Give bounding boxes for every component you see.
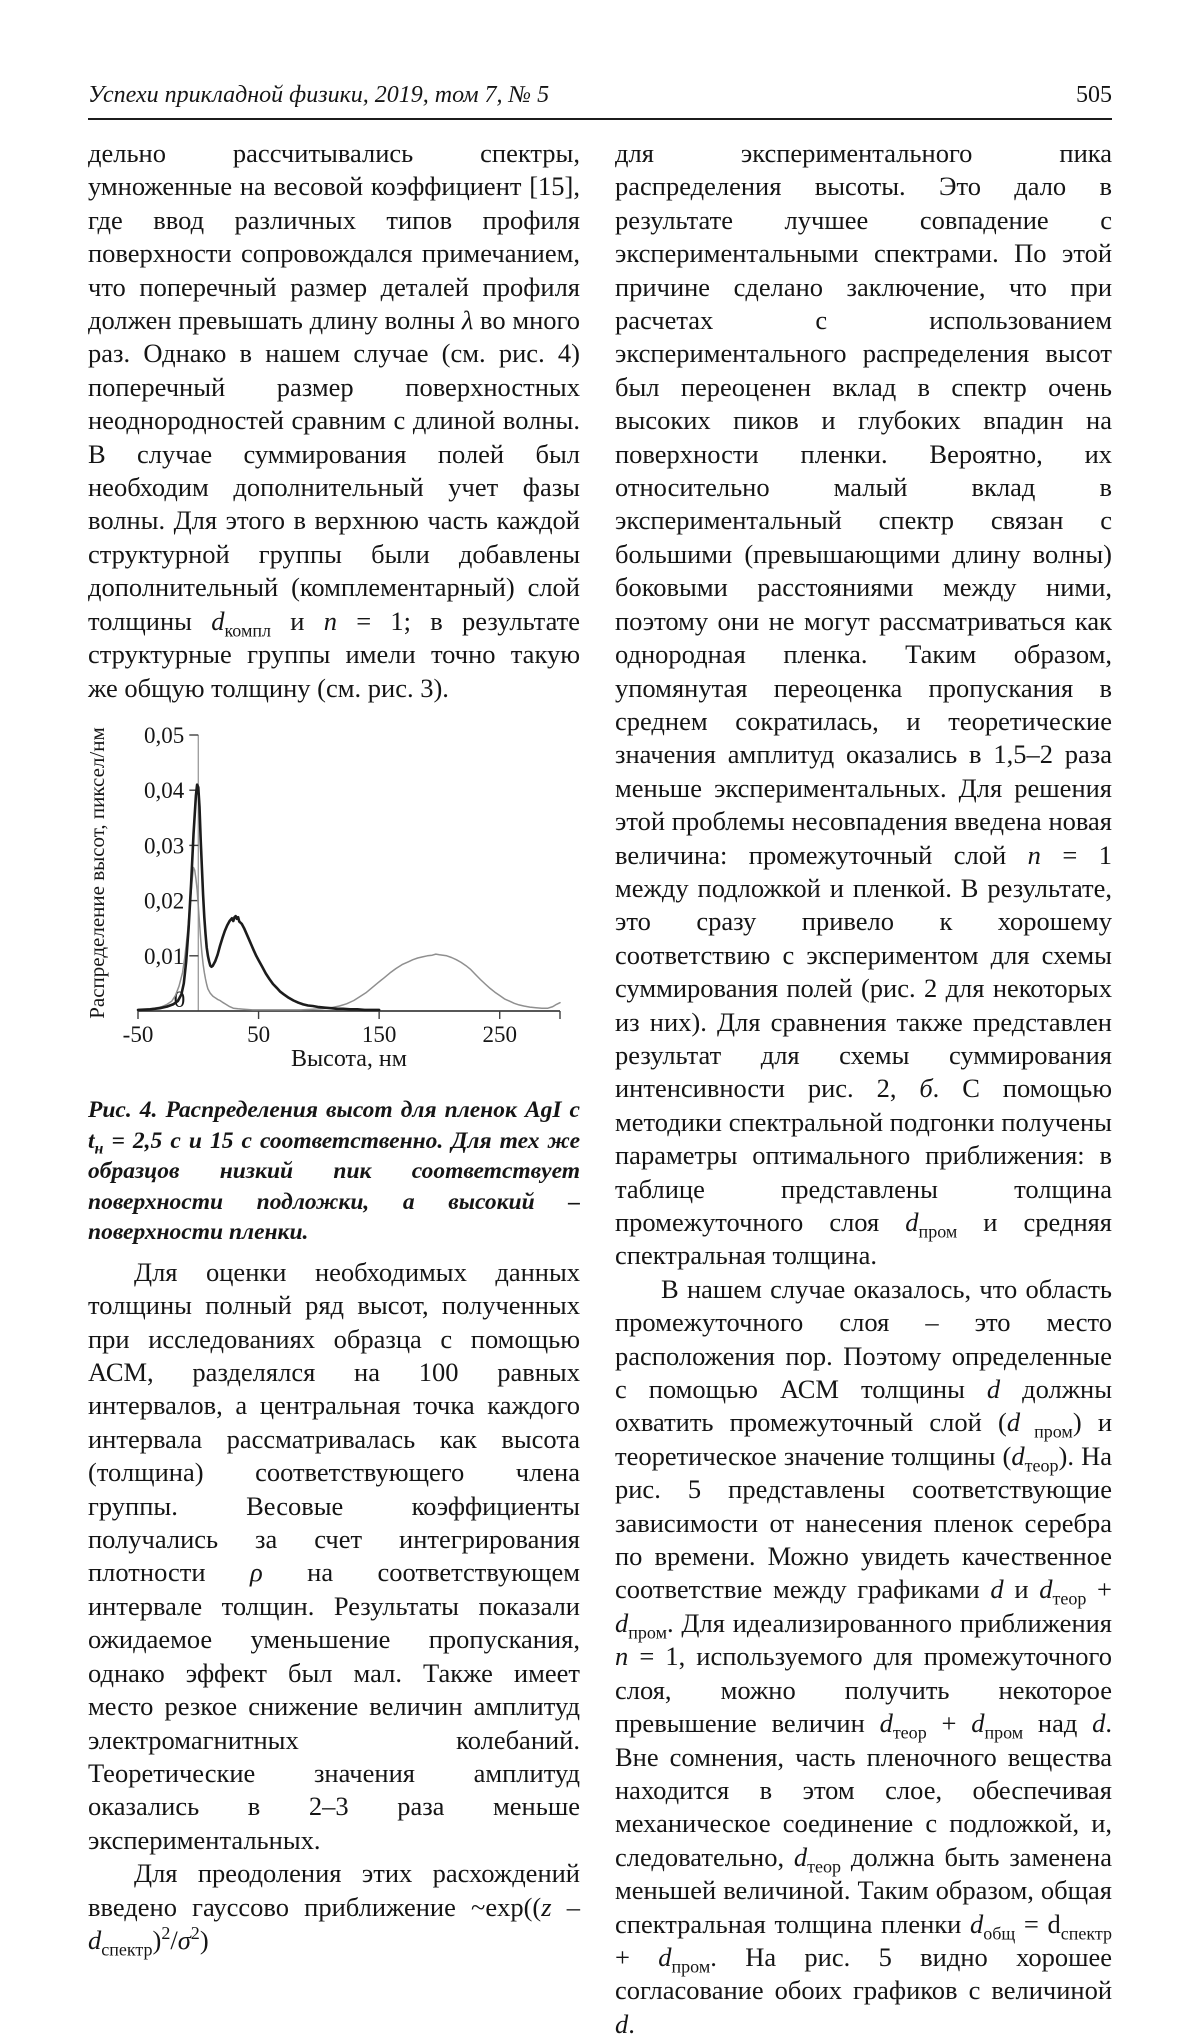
text-segment: . (628, 2008, 635, 2039)
two-column-body (85, 137, 1113, 2041)
text-segment: d (986, 1374, 1001, 1405)
text-segment: + (1086, 1574, 1112, 1605)
x-axis-label: Высота, нм (291, 1045, 407, 1072)
text-segment: d (615, 2008, 629, 2039)
text-segment: d (1006, 1407, 1021, 1438)
text-segment: d (1092, 1708, 1106, 1739)
text-segment: ) (199, 1924, 209, 1955)
x-tick-label: 50 (247, 1021, 271, 1047)
text-segment: н (94, 1140, 104, 1158)
text-segment: = d (1015, 1908, 1061, 1939)
figure-4 (85, 721, 580, 1248)
text-segment: ). На рис. 5 представлены соответствующие зависимости от нанесения пленок серебра по времени. Можно увидеть качественное соответствие между графиками (615, 1440, 1112, 1605)
text-segment: и средняя спектральная толщина. (615, 1207, 1113, 1271)
text-segment: теор (892, 1722, 927, 1743)
curve-0 (138, 867, 560, 1009)
text-segment: . Вне сомнения, часть пленочного вещества находится в этом слое, обеспечивая механическое соединение с подложкой, и, следовательно, (615, 1708, 1112, 1872)
left-column (85, 137, 580, 2041)
figure-caption (88, 1095, 580, 1248)
text-segment: d (1011, 1440, 1025, 1471)
text-segment: общ (983, 1922, 1016, 1943)
text-segment: пром (918, 1221, 958, 1242)
page-header (88, 82, 1112, 109)
text-segment: n (615, 1641, 629, 1672)
x-tick-label: 250 (482, 1021, 517, 1047)
text-segment: d (970, 1908, 984, 1939)
text-segment: пром (671, 1956, 711, 1977)
text-segment: для экспериментального пика распределения высоты. Это дало в результате лучшее совпадение с экспериментальными спектрами. По этой причине сделано заключение, что при расчетах с использованием экспериментального распределения высот был переоценен вклад в спектр очень высоких пиков и глубоких впадин на поверхности пленки. Вероятно, их относительно малый вклад в экспериментальный спектр связан с большими (превышающими длину волны) боковыми расстояниями между ними, поэтому они не могут рассматриваться как однородная пленка. Таким образом, упомянутая переоценка пропускания в среднем сократилась, и теоретические значения амплитуд оказались в 1,5–2 раза меньше экспериментальных. Для решения этой проблемы несовпадения введена новая величина: промежуточный слой (615, 138, 1112, 870)
y-tick-label: 0,04 (144, 778, 185, 804)
paragraph (88, 1256, 580, 1857)
text-segment: d (88, 1924, 102, 1955)
y-tick-label: 0,05 (144, 722, 185, 748)
text-segment: = 1, используемого для промежуточного слоя, можно получить некоторое превышение величин (615, 1641, 1112, 1739)
header-rule (88, 118, 1112, 120)
text-segment: должна быть заменена меньшей величиной. Таким образом, общая спектральная толщина пленки (615, 1841, 1112, 1939)
text-segment: теор (1024, 1455, 1059, 1476)
text-segment: и (270, 605, 324, 636)
text-segment: n (1027, 839, 1041, 870)
text-segment: d (211, 605, 225, 636)
text-segment: и (1003, 1574, 1040, 1605)
paragraph (88, 1857, 580, 1960)
text-segment: 2 (190, 1923, 200, 1944)
text-segment: . С помощью методики спектральной подгонки получены параметры оптимального приближения: в таблице представлены толщина промежуточного слоя (615, 1073, 1112, 1237)
y-tick-label: 0,01 (144, 943, 185, 969)
text-segment: d (793, 1841, 808, 1872)
text-segment: . На рис. 5 видно хорошее согласование обоих графиков с величиной (615, 1941, 1112, 2006)
y-tick-label: 0,03 (144, 833, 185, 859)
text-segment: λ (461, 305, 474, 336)
paragraph (615, 137, 1112, 1273)
text-segment: d (971, 1708, 985, 1739)
page-number: 505 (1076, 82, 1112, 108)
line-chart-svg (85, 721, 574, 1073)
text-segment: пром (628, 1622, 667, 1643)
text-segment: В нашем случае оказалось, что область промежуточного слоя – это место расположения пор. Поэтому определенные с помощью АСМ толщины (615, 1273, 1112, 1405)
height-distribution-chart (85, 721, 574, 1081)
y-tick-label: 0,02 (144, 888, 185, 914)
text-segment: = 2,5 с и 15 с соответственно. Для тех же образцов низкий пик соответствует поверхности подложки, а высокий – поверхности пленки. (88, 1127, 580, 1246)
text-segment: спектр (101, 1939, 153, 1960)
text-segment: ρ (249, 1557, 263, 1588)
text-segment: n (323, 605, 337, 636)
text-segment: + (615, 1941, 659, 1972)
text-segment: z (541, 1891, 552, 1922)
text-segment: компл (224, 619, 271, 640)
text-segment: 2 (161, 1923, 171, 1944)
right-column (615, 137, 1112, 2041)
x-tick-label: -50 (122, 1021, 154, 1047)
text-segment: б (919, 1073, 933, 1104)
text-segment: дельно рассчитывались спектры, умноженные на весовой коэффициент [15], где ввод различных типов профиля поверхности сопровождался примечанием, что поперечный размер деталей профиля должен превышать длину волны (88, 138, 580, 336)
right-column-text (615, 137, 1112, 2041)
text-segment: Для преодоления этих расхождений введено гауссово приближение ~exp(( (88, 1858, 580, 1922)
text-segment: теор (807, 1856, 842, 1877)
paragraph (615, 1273, 1112, 2041)
text-segment: d (1039, 1574, 1053, 1605)
text-segment: = 1; в результате структурные группы имели точно такую же общую толщину (см. рис. 3). (88, 605, 580, 703)
text-segment: σ (177, 1924, 191, 1955)
x-tick-label: 150 (361, 1021, 397, 1047)
text-segment: d (658, 1941, 672, 1972)
text-segment: = 1 между подложкой и пленкой. В результате, это сразу привело к хорошему соответствию с экспериментом для схемы суммирования полей (рис. 2 для некоторых из них). Для сравнения также представлен результат для схемы суммирования интенсивности рис. 2, (615, 839, 1112, 1104)
text-segment: Рис. 4. Распределения высот для пленок AgI с t (88, 1097, 580, 1154)
text-segment: должны охватить промежуточный слой ( (615, 1374, 1113, 1438)
text-segment: + (926, 1708, 972, 1739)
text-segment: d (615, 1607, 629, 1638)
text-segment: пром (1020, 1421, 1073, 1442)
text-segment: . Для идеализированного приближения (666, 1607, 1112, 1638)
text-segment: d (879, 1708, 893, 1739)
text-segment: / (170, 1924, 178, 1955)
text-segment: ) и теоретическое значение толщины ( (615, 1407, 1113, 1471)
y-axis-label: Распределение высот, пиксел/нм (85, 727, 109, 1019)
left-column-bottom-text (88, 1256, 580, 1958)
text-segment: над (1023, 1708, 1093, 1739)
text-segment: пром (984, 1722, 1024, 1743)
y-zero-label: 0 (173, 986, 186, 1012)
journal-title: Успехи прикладной физики, 2019, том 7, № 5 (88, 82, 550, 108)
left-column-top-text (88, 137, 580, 705)
text-segment: d (990, 1574, 1004, 1605)
text-segment: спектр (1060, 1922, 1112, 1943)
text-segment: на соответствующем интервале толщин. Результаты показали ожидаемое уменьшение пропускания, однако эффект был мал. Также имеет место резкое снижение величин амплитуд электромагнитных колебаний. Теоретические значения амплитуд оказались в 2–3 раза меньше экспериментальных. (88, 1557, 580, 1855)
text-segment: Для оценки необходимых данных толщины полный ряд высот, полученных при исследованиях образца с помощью АСМ, разделялся на 100 равных интервалов, а центральная точка каждого интервала рассматривалась как высота (толщина) соответствующего члена группы. Весовые коэффициенты получались за счет интегрирования плотности (88, 1256, 580, 1588)
text-segment: теор (1052, 1588, 1087, 1609)
text-segment: – (551, 1891, 580, 1922)
text-segment: d (905, 1207, 919, 1237)
text-segment: во много раз. Однако в нашем случае (см. рис. 4) поперечный размер поверхностных неоднородностей сравним с длиной волны. В случае суммирования полей был необходим дополнительный учет фазы волны. Для этого в верхнюю часть каждой структурной группы были добавлены дополнительный (комплементарный) слой толщины (88, 305, 580, 636)
paragraph (88, 137, 580, 705)
text-segment: ) (152, 1924, 162, 1955)
